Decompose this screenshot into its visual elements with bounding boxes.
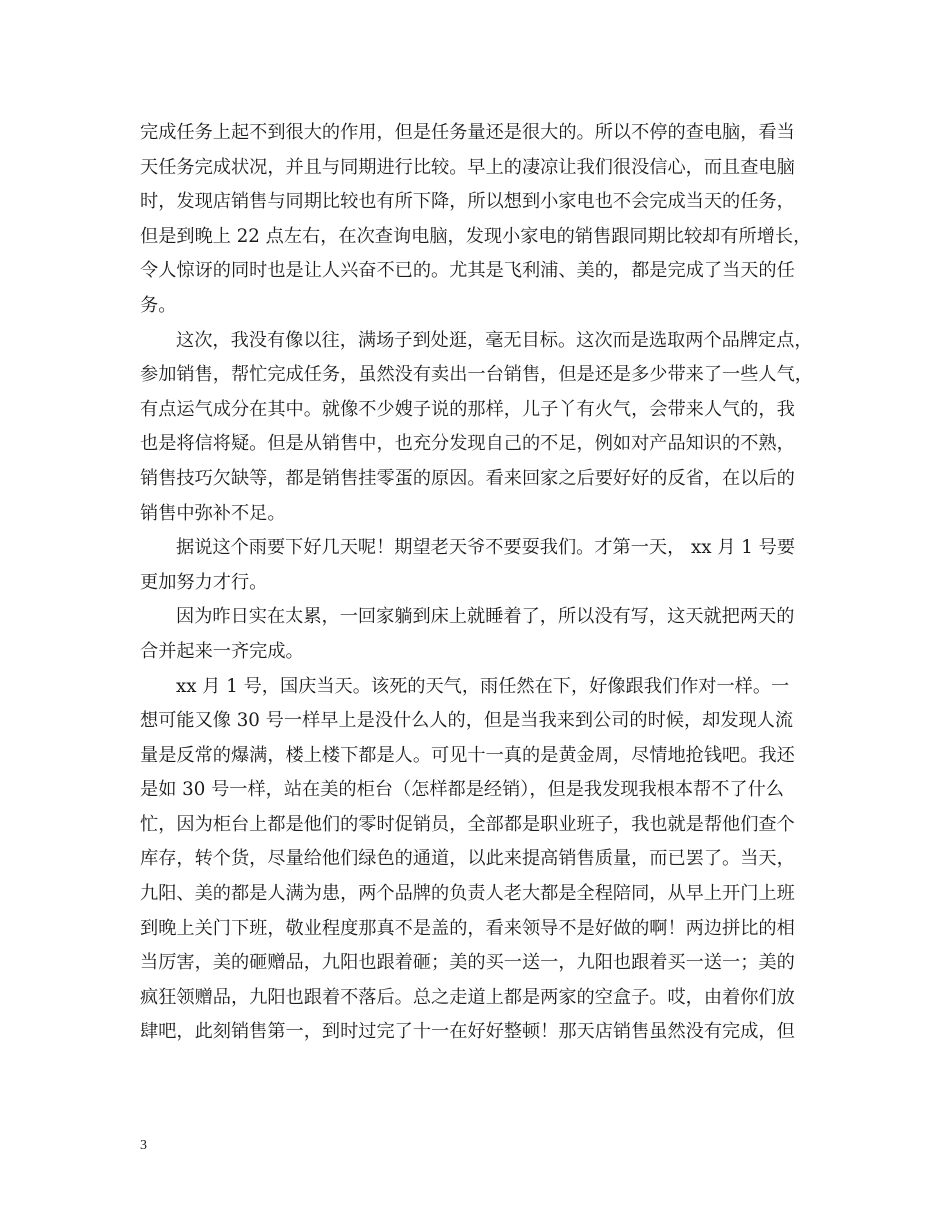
text-line: 当厉害，美的砸赠品，九阳也跟着砸；美的买一送一，九阳也跟着买一送一；美的	[140, 952, 795, 974]
text-line: 参加销售，帮忙完成任务，虽然没有卖出一台销售，但是还是多少带来了一些人气，	[140, 364, 813, 386]
text-line: 销售技巧欠缺等，都是销售挂零蛋的原因。看来回家之后要好好的反省，在以后的	[140, 467, 795, 489]
text-line: 更加努力才行。	[140, 571, 268, 593]
text-line: 到晚上关门下班，敬业程度那真不是盖的，看来领导不是好做的啊！两边拼比的相	[140, 917, 795, 939]
text-line: 天任务完成状况，并且与同期进行比较。早上的凄凉让我们很没信心，而且查电脑	[140, 156, 795, 178]
text-line: 据说这个雨要下好几天呢！期望老天爷不要耍我们。才第一天， xx 月 1 号要	[176, 537, 796, 559]
page-number: 3	[140, 1138, 147, 1153]
text-line: 这次，我没有像以往，满场子到处逛，毫无目标。这次而是选取两个品牌定点，	[176, 329, 813, 351]
text-line: xx 月 1 号，国庆当天。该死的天气，雨任然在下，好像跟我们作对一样。一	[176, 675, 790, 697]
text-line: 肆吧，此刻销售第一，到时过完了十一在好好整顿！那天店销售虽然没有完成，但	[140, 1021, 795, 1043]
text-line: 也是将信将疑。但是从销售中，也充分发现自己的不足，例如对产品知识的不熟，	[140, 433, 795, 455]
text-line: 有点运气成分在其中。就像不少嫂子说的那样，儿子丫有火气，会带来人气的，我	[140, 398, 795, 420]
text-line: 销售中弥补不足。	[140, 502, 286, 524]
text-line: 合并起来一齐完成。	[140, 640, 304, 662]
text-line: 时，发现店销售与同期比较也有所下降，所以想到小家电也不会完成当天的任务，	[140, 191, 795, 213]
body-text	[140, 116, 820, 1050]
text-line: 量是反常的爆满，楼上楼下都是人。可见十一真的是黄金周，尽情地抢钱吧。我还	[140, 744, 795, 766]
text-line: 务。	[140, 294, 177, 316]
text-line: 疯狂领赠品，九阳也跟着不落后。总之走道上都是两家的空盒子。哎，由着你们放	[140, 986, 795, 1008]
text-line: 九阳、美的都是人满为患，两个品牌的负责人老大都是全程陪同，从早上开门上班	[140, 883, 795, 905]
text-line: 令人惊讶的同时也是让人兴奋不已的。尤其是飞利浦、美的，都是完成了当天的任	[140, 260, 795, 282]
text-line: 因为昨日实在太累，一回家躺到床上就睡着了，所以没有写，这天就把两天的	[176, 606, 795, 628]
text-line: 忙，因为柜台上都是他们的零时促销员，全部都是职业班子，我也就是帮他们查个	[140, 813, 795, 835]
text-line: 完成任务上起不到很大的作用，但是任务量还是很大的。所以不停的查电脑，看当	[140, 122, 795, 143]
text-line: 想可能又像 30 号一样早上是没什么人的，但是当我来到公司的时候，却发现人流	[140, 710, 794, 732]
text-line: 但是到晚上 22 点左右，在次查询电脑，发现小家电的销售跟同期比较却有所增长，	[140, 225, 812, 247]
text-line: 是如 30 号一样，站在美的柜台（怎样都是经销），但是我发现我根本帮不了什么	[140, 779, 784, 801]
text-line: 库存，转个货，尽量给他们绿色的通道，以此来提高销售质量，而已罢了。当天，	[140, 848, 795, 870]
